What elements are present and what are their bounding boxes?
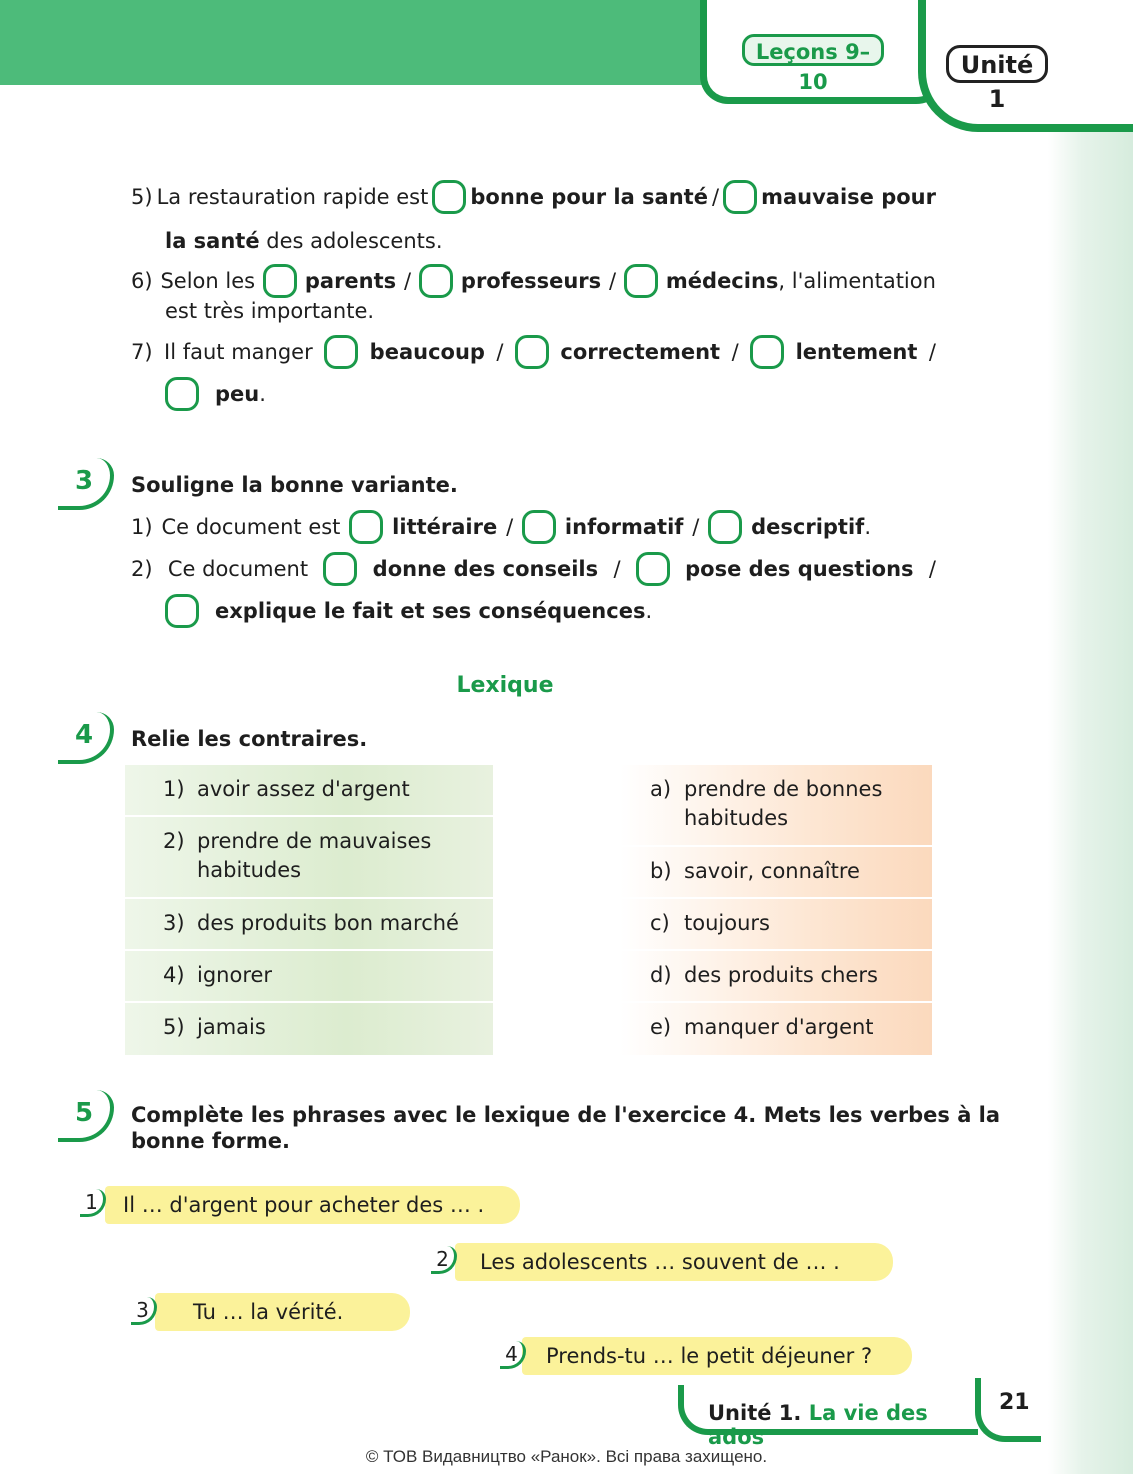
item-label: e) (650, 1015, 672, 1039)
item-number: 1) (131, 515, 153, 539)
exercise-number: 4 (58, 712, 114, 764)
separator: / (404, 269, 412, 293)
item-text: La restauration rapide est (156, 185, 429, 209)
ex2-item7-line2 (165, 377, 266, 411)
checkbox[interactable] (165, 594, 199, 628)
item-label: 2) (163, 829, 185, 853)
item-number: 2) (131, 557, 153, 581)
checkbox[interactable] (432, 180, 466, 214)
punctuation: . (645, 599, 653, 623)
option-text: explique le fait et ses conséquences (215, 599, 646, 623)
item-label: d) (650, 963, 672, 987)
checkbox[interactable] (750, 335, 784, 369)
checkbox[interactable] (349, 510, 383, 544)
separator: / (731, 340, 739, 364)
separator: / (506, 515, 514, 539)
item-label: 4) (163, 963, 185, 987)
sentence-number: 1 (80, 1189, 106, 1217)
item-text: savoir, connaître (684, 859, 860, 883)
match-item[interactable] (125, 1003, 493, 1055)
option-text: descriptif (751, 515, 865, 539)
option-text: parents (304, 269, 397, 293)
matching-column-left (125, 765, 493, 1055)
item-text: , l'alimentation (778, 269, 936, 293)
ex3-item2-line1 (131, 552, 936, 586)
footer-unit-title (678, 1385, 978, 1449)
checkbox[interactable] (515, 335, 549, 369)
sentence-number: 2 (431, 1246, 457, 1274)
page-number: 21 (975, 1378, 1041, 1442)
item-label: 3) (163, 911, 185, 935)
copyright: © ТОВ Видавництво «Ранок». Всі права захищено. (365, 1447, 768, 1466)
option-text: lentement (795, 340, 918, 364)
item-text: Selon les (160, 269, 256, 293)
lecons-badge: Leçons 9–10 (742, 34, 884, 66)
match-item[interactable] (125, 951, 493, 1003)
instruction-line: Complète les phrases avec le lexique de l'exercice 4. Mets les verbes à la (131, 1103, 1001, 1127)
sentence-text: Les adolescents … souvent de … . (480, 1250, 840, 1274)
sentence-number: 4 (500, 1341, 526, 1369)
exercise-instruction: Souligne la bonne variante. (131, 473, 458, 497)
separator: / (711, 185, 720, 209)
instruction-line: bonne forme. (131, 1129, 290, 1153)
ex2-item5-line1 (131, 180, 936, 214)
header-green-bar (0, 0, 712, 85)
item-number: 6) (131, 269, 153, 293)
option-text: littéraire (392, 515, 498, 539)
exercise-instruction: Relie les contraires. (131, 727, 368, 751)
option-text: médecins (665, 269, 779, 293)
option-text: bonne pour la santé (470, 185, 708, 209)
footer-unite: Unité 1. (708, 1401, 802, 1425)
checkbox[interactable] (723, 180, 757, 214)
checkbox[interactable] (419, 264, 453, 298)
ex2-item7-line1 (131, 335, 936, 369)
item-text: des adolescents. (266, 229, 443, 253)
sentence-text: Tu … la vérité. (193, 1300, 344, 1324)
item-text: Ce document (167, 557, 309, 581)
item-text: ignorer (197, 963, 273, 987)
checkbox[interactable] (165, 377, 199, 411)
item-label: 5) (163, 1015, 185, 1039)
checkbox[interactable] (323, 552, 357, 586)
separator: / (692, 515, 700, 539)
section-title-lexique: Lexique (456, 673, 554, 698)
ex3-item1 (131, 510, 871, 544)
separator: / (609, 269, 617, 293)
sentence-text: Il … d'argent pour acheter des … . (123, 1193, 485, 1217)
match-item[interactable] (125, 817, 493, 899)
ex2-item6-line1 (131, 264, 936, 298)
checkbox[interactable] (324, 335, 358, 369)
sentence-text: Prends-tu … le petit déjeuner ? (546, 1344, 873, 1368)
checkbox[interactable] (263, 264, 297, 298)
item-text: prendre de mauvaises habitudes (197, 829, 432, 882)
option-text: mauvaise pour (761, 185, 936, 209)
match-item[interactable] (125, 899, 493, 951)
item-text: des produits bon marché (197, 911, 459, 935)
separator: / (928, 557, 936, 581)
exercise-number: 3 (58, 458, 114, 510)
option-text: professeurs (460, 269, 602, 293)
item-text: jamais (197, 1015, 266, 1039)
item-label: 1) (163, 777, 185, 801)
separator: / (496, 340, 504, 364)
exercise-instruction (131, 1102, 1001, 1154)
option-text: correctement (560, 340, 721, 364)
match-item[interactable] (620, 765, 932, 847)
checkbox[interactable] (522, 510, 556, 544)
match-item[interactable] (125, 765, 493, 817)
side-gradient-strip (1048, 0, 1133, 1474)
item-text: prendre de bonnes habitudes (684, 777, 883, 830)
item-text: des produits chers (684, 963, 878, 987)
option-text: beaucoup (369, 340, 485, 364)
punctuation: . (259, 382, 266, 406)
item-text: manquer d'argent (684, 1015, 874, 1039)
sentence-number: 3 (131, 1297, 157, 1325)
ex2-item5-line2 (165, 228, 443, 254)
exercise-number: 5 (58, 1090, 114, 1142)
punctuation: . (864, 515, 871, 539)
item-label: b) (650, 859, 672, 883)
match-item[interactable] (620, 951, 932, 1003)
item-label: a) (650, 777, 672, 801)
item-number: 7) (131, 340, 153, 364)
option-text: pose des questions (685, 557, 914, 581)
matching-column-right (620, 765, 932, 1055)
item-label: c) (650, 911, 670, 935)
ex2-item6-line2: est très importante. (165, 299, 375, 323)
option-text: informatif (564, 515, 684, 539)
option-text: donne des conseils (372, 557, 599, 581)
item-text: avoir assez d'argent (197, 777, 410, 801)
checkbox[interactable] (708, 510, 742, 544)
item-text: Il faut manger (164, 340, 313, 364)
unite-badge: Unité 1 (946, 45, 1048, 83)
option-group (666, 268, 936, 294)
item-text: toujours (684, 911, 770, 935)
match-item[interactable] (620, 847, 932, 899)
footer-title: La vie des ados (708, 1401, 928, 1449)
item-number: 5) (131, 185, 153, 209)
option-text: peu (215, 382, 260, 406)
item-text: Ce document est (161, 515, 341, 539)
ex3-item2-line2 (165, 594, 652, 628)
checkbox[interactable] (624, 264, 658, 298)
checkbox[interactable] (636, 552, 670, 586)
match-item[interactable] (620, 899, 932, 951)
option-text: la santé (165, 229, 260, 253)
separator: / (928, 340, 936, 364)
separator: / (613, 557, 621, 581)
match-item[interactable] (620, 1003, 932, 1055)
